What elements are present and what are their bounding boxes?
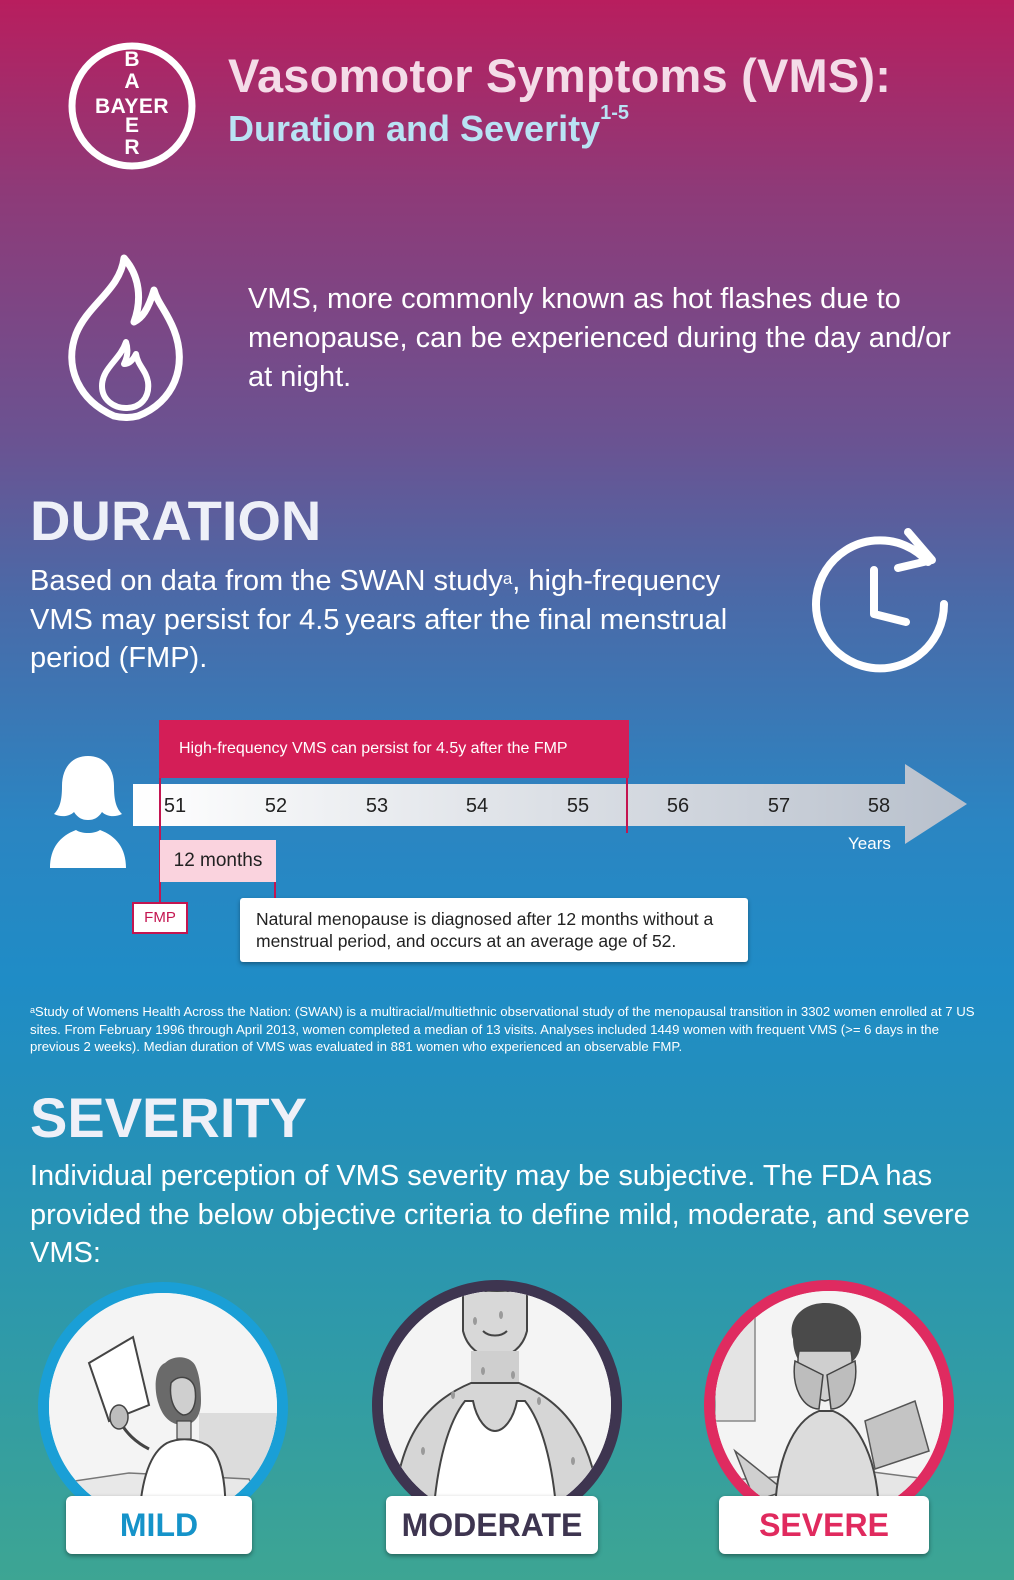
severity-heading: SEVERITY: [30, 1086, 307, 1149]
menopause-note: Natural menopause is diagnosed after 12 months without a menstrual period, and occurs at an average age of 52.: [240, 898, 748, 962]
year-tick: 57: [767, 795, 791, 817]
woman-silhouette-icon: [46, 752, 130, 870]
bayer-logo: [66, 40, 198, 172]
page-title: Vasomotor Symptoms (VMS):: [228, 49, 892, 102]
severity-label-severe: SEVERE: [719, 1496, 929, 1554]
svg-text:E: E: [124, 114, 140, 137]
duration-text: [30, 562, 790, 678]
clock-refresh-icon: [810, 518, 960, 678]
woman-fanning-icon: [49, 1293, 277, 1521]
year-tick: 54: [465, 795, 489, 817]
swan-footnote: ᵃStudy of Womens Health Across the Nation: (SWAN) is a multiracial/multiethnic observational study of the menopausal transition in 3302 women enrolled at 7 US sites. From February 1996 through April 2013, women completed a median of 13 visits. Analyses included 1449 women with frequent VMS (>= 6 days in the previous 2 weeks). Median duration of VMS was evaluated in 881 women who experienced an observable FMP.: [30, 1004, 975, 1054]
duration-text-start: Based on data from the SWAN study: [30, 565, 503, 597]
svg-text:B: B: [124, 48, 140, 71]
moderate-illustration: [372, 1280, 622, 1530]
year-tick: 58: [867, 795, 891, 817]
severity-label-mild: MILD: [66, 1496, 252, 1554]
svg-text:R: R: [124, 136, 140, 159]
year-tick: 53: [365, 795, 389, 817]
svg-text:A: A: [124, 70, 140, 93]
severity-text: Individual perception of VMS severity may be subjective. The FDA has provided the below objective criteria to define mild, moderate, and severe VMS:: [30, 1160, 970, 1269]
fmp-label: FMP: [132, 902, 188, 934]
sweating-torso-icon: [383, 1291, 611, 1519]
flame-icon: [62, 250, 190, 422]
high-frequency-end-line: [626, 778, 628, 833]
subtitle-reference: 1-5: [600, 102, 629, 124]
subtitle-text: Duration and Severity: [228, 108, 601, 149]
year-tick: 55: [566, 795, 590, 817]
duration-heading: DURATION: [30, 489, 322, 552]
twelve-months-box: 12 months: [160, 840, 276, 882]
year-tick: 52: [264, 795, 288, 817]
intro-text: VMS, more commonly known as hot flashes due to menopause, can be experienced during the day and/or at night.: [248, 283, 951, 393]
severity-label-moderate: MODERATE: [386, 1496, 598, 1554]
year-tick: 51: [163, 795, 187, 817]
duration-text-end: , high-frequency VMS may persist for 4.5 years after the final menstrual period (FMP).: [30, 565, 728, 674]
year-tick: 56: [666, 795, 690, 817]
severe-illustration: [704, 1280, 954, 1530]
distressed-woman-icon: [715, 1291, 943, 1519]
high-frequency-banner: High-frequency VMS can persist for 4.5y after the FMP: [159, 720, 629, 778]
svg-text:BAYER: BAYER: [94, 95, 170, 118]
page-subtitle: [228, 102, 629, 150]
duration-footnote-marker: a: [502, 569, 513, 588]
mild-illustration: [38, 1282, 288, 1532]
axis-label: Years: [848, 834, 891, 853]
